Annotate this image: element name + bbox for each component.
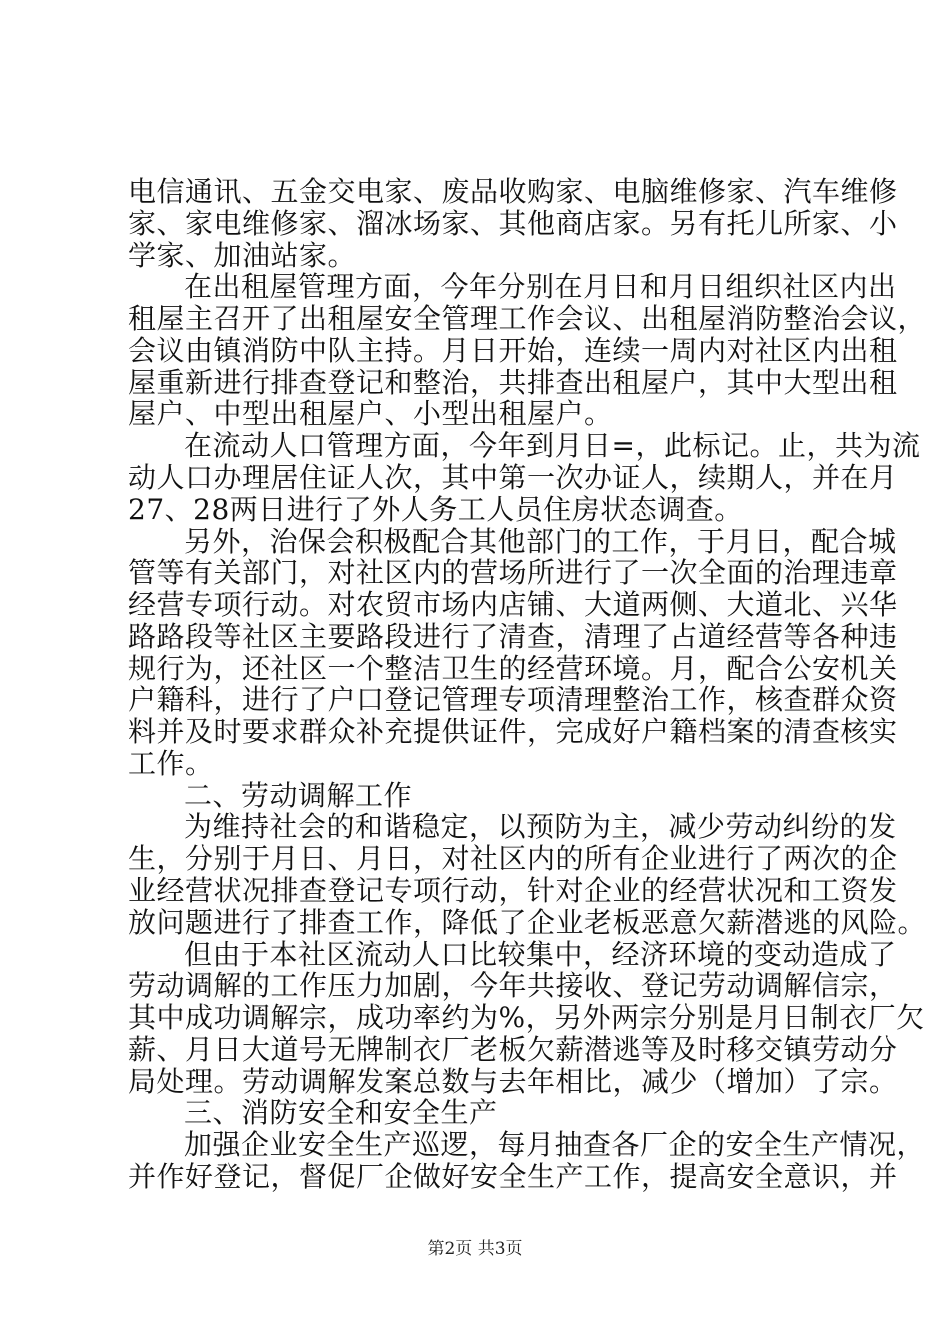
paragraph-first-line: 另外，治保会积极配合其他部门的工作，于月日，配合城 [184,525,897,558]
paragraph-first-line: 在流动人口管理方面，今年到月日=，此标记。止，共为流 [184,429,921,462]
body-text-line: 租屋主召开了出租屋安全管理工作会议、出租屋消防整治会议， [128,302,927,335]
body-text-line: 料并及时要求群众补充提供证件，完成好户籍档案的清查核实 [128,715,898,748]
body-text-line: 会议由镇消防中队主持。月日开始，连续一周内对社区内出租 [128,334,898,367]
body-text-line: 户籍科，进行了户口登记管理专项清理整治工作，核查群众资 [128,683,898,716]
body-text-line: 业经营状况排查登记专项行动，针对企业的经营状况和工资发 [128,874,898,907]
body-text-line: 路路段等社区主要路段进行了清查，清理了占道经营等各种违 [128,620,898,653]
body-text-line: 屋重新进行排查登记和整治，共排查出租屋户，其中大型出租 [128,366,898,399]
body-text-line: 动人口办理居住证人次，其中第一次办证人，续期人，并在月 [128,461,898,494]
body-text-line: 劳动调解的工作压力加剧，今年共接收、登记劳动调解信宗， [128,969,898,1002]
body-text-line: 学家、加油站家。 [128,239,357,272]
section-heading: 三、消防安全和安全生产 [184,1096,498,1129]
paragraph-first-line: 但由于本社区流动人口比较集中，经济环境的变动造成了 [184,938,897,971]
body-text-line: 局处理。劳动调解发案总数与去年相比，减少（增加）了宗。 [128,1065,898,1098]
body-text-line: 电信通讯、五金交电家、废品收购家、电脑维修家、汽车维修 [128,175,898,208]
body-text-line: 27、28两日进行了外人务工人员住房状态调查。 [128,493,743,526]
body-text-line: 规行为，还社区一个整洁卫生的经营环境。月，配合公安机关 [128,652,898,685]
body-text-line: 生，分别于月日、月日，对社区内的所有企业进行了两次的企 [128,842,898,875]
body-text-line: 薪、月日大道号无牌制衣厂老板欠薪潜逃等及时移交镇劳动分 [128,1033,898,1066]
body-text-line: 家、家电维修家、溜冰场家、其他商店家。另有托儿所家、小 [128,207,898,240]
paragraph-first-line: 加强企业安全生产巡逻，每月抽查各厂企的安全生产情况， [184,1128,926,1161]
page-footer: 第2页 共3页 [427,1239,523,1259]
body-text-line: 管等有关部门，对社区内的营场所进行了一次全面的治理违章 [128,556,898,589]
paragraph-first-line: 为维持社会的和谐稳定，以预防为主，减少劳动纠纷的发 [184,810,897,843]
body-text-line: 放问题进行了排查工作，降低了企业老板恶意欠薪潜逃的风险。 [128,906,927,939]
body-text-line: 其中成功调解宗，成功率约为%，另外两宗分别是月日制衣厂欠 [128,1001,925,1034]
paragraph-first-line: 在出租屋管理方面，今年分别在月日和月日组织社区内出 [184,270,897,303]
body-text-line: 工作。 [128,747,214,780]
body-text-line: 并作好登记，督促厂企做好安全生产工作，提高安全意识，并 [128,1160,898,1193]
section-heading: 二、劳动调解工作 [184,779,413,812]
body-text-line: 经营专项行动。对农贸市场内店铺、大道两侧、大道北、兴华 [128,588,898,621]
body-text-line: 屋户、中型出租屋户、小型出租屋户。 [128,397,613,430]
